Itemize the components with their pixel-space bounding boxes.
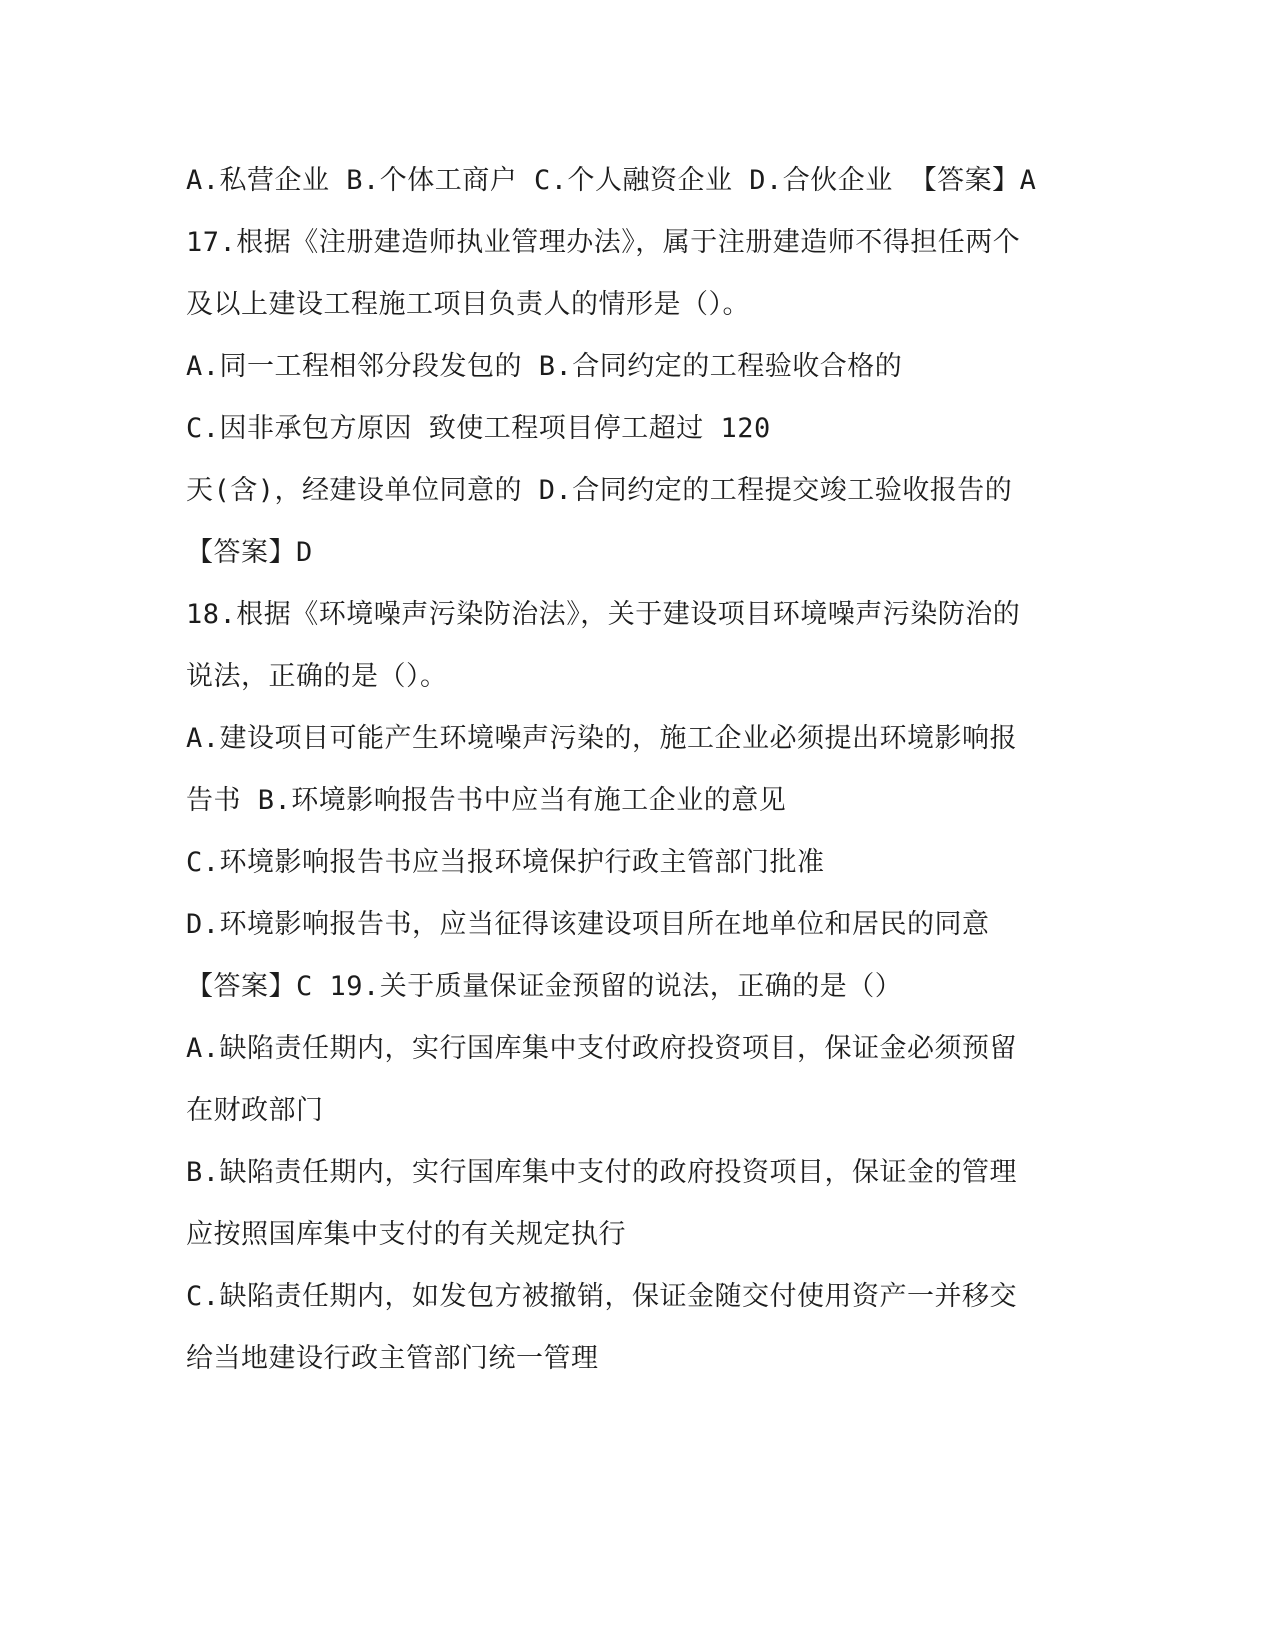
text-line: 【答案】D	[186, 537, 313, 568]
text-line: B.缺陷责任期内，实行国库集中支付的政府投资项目，保证金的管理	[186, 1157, 1018, 1188]
text-line: A.建设项目可能产生环境噪声污染的，施工企业必须提出环境影响报	[186, 723, 1018, 754]
text-line: 18.根据《环境噪声污染防治法》，关于建设项目环境噪声污染防治的	[186, 599, 1021, 630]
text-line: A.私营企业 B.个体工商户 C.个人融资企业 D.合伙企业 【答案】A	[186, 165, 1037, 196]
text-line: C.因非承包方原因 致使工程项目停工超过 120	[186, 413, 771, 444]
text-line: 说法，正确的是（）。	[186, 661, 448, 692]
text-line: 天(含)，经建设单位同意的 D.合同约定的工程提交竣工验收报告的	[186, 475, 1013, 506]
text-line: A.同一工程相邻分段发包的 B.合同约定的工程验收合格的	[186, 351, 903, 382]
text-line: 【答案】C 19.关于质量保证金预留的说法，正确的是（）	[186, 971, 903, 1002]
text-line: A.缺陷责任期内，实行国库集中支付政府投资项目，保证金必须预留	[186, 1033, 1018, 1064]
text-line: 给当地建设行政主管部门统一管理	[186, 1343, 599, 1374]
text-line: C.环境影响报告书应当报环境保护行政主管部门批准	[186, 847, 825, 878]
text-line: 告书 B.环境影响报告书中应当有施工企业的意见	[186, 785, 787, 816]
text-line: 在财政部门	[186, 1095, 324, 1126]
text-line: 17.根据《注册建造师执业管理办法》，属于注册建造师不得担任两个	[186, 227, 1021, 258]
text-line: 应按照国库集中支付的有关规定执行	[186, 1219, 626, 1250]
text-line: C.缺陷责任期内，如发包方被撤销，保证金随交付使用资产一并移交	[186, 1281, 1018, 1312]
text-line: 及以上建设工程施工项目负责人的情形是（）。	[186, 289, 750, 320]
document-body	[186, 161, 1086, 1401]
text-line: D.环境影响报告书，应当征得该建设项目所在地单位和居民的同意	[186, 909, 990, 940]
